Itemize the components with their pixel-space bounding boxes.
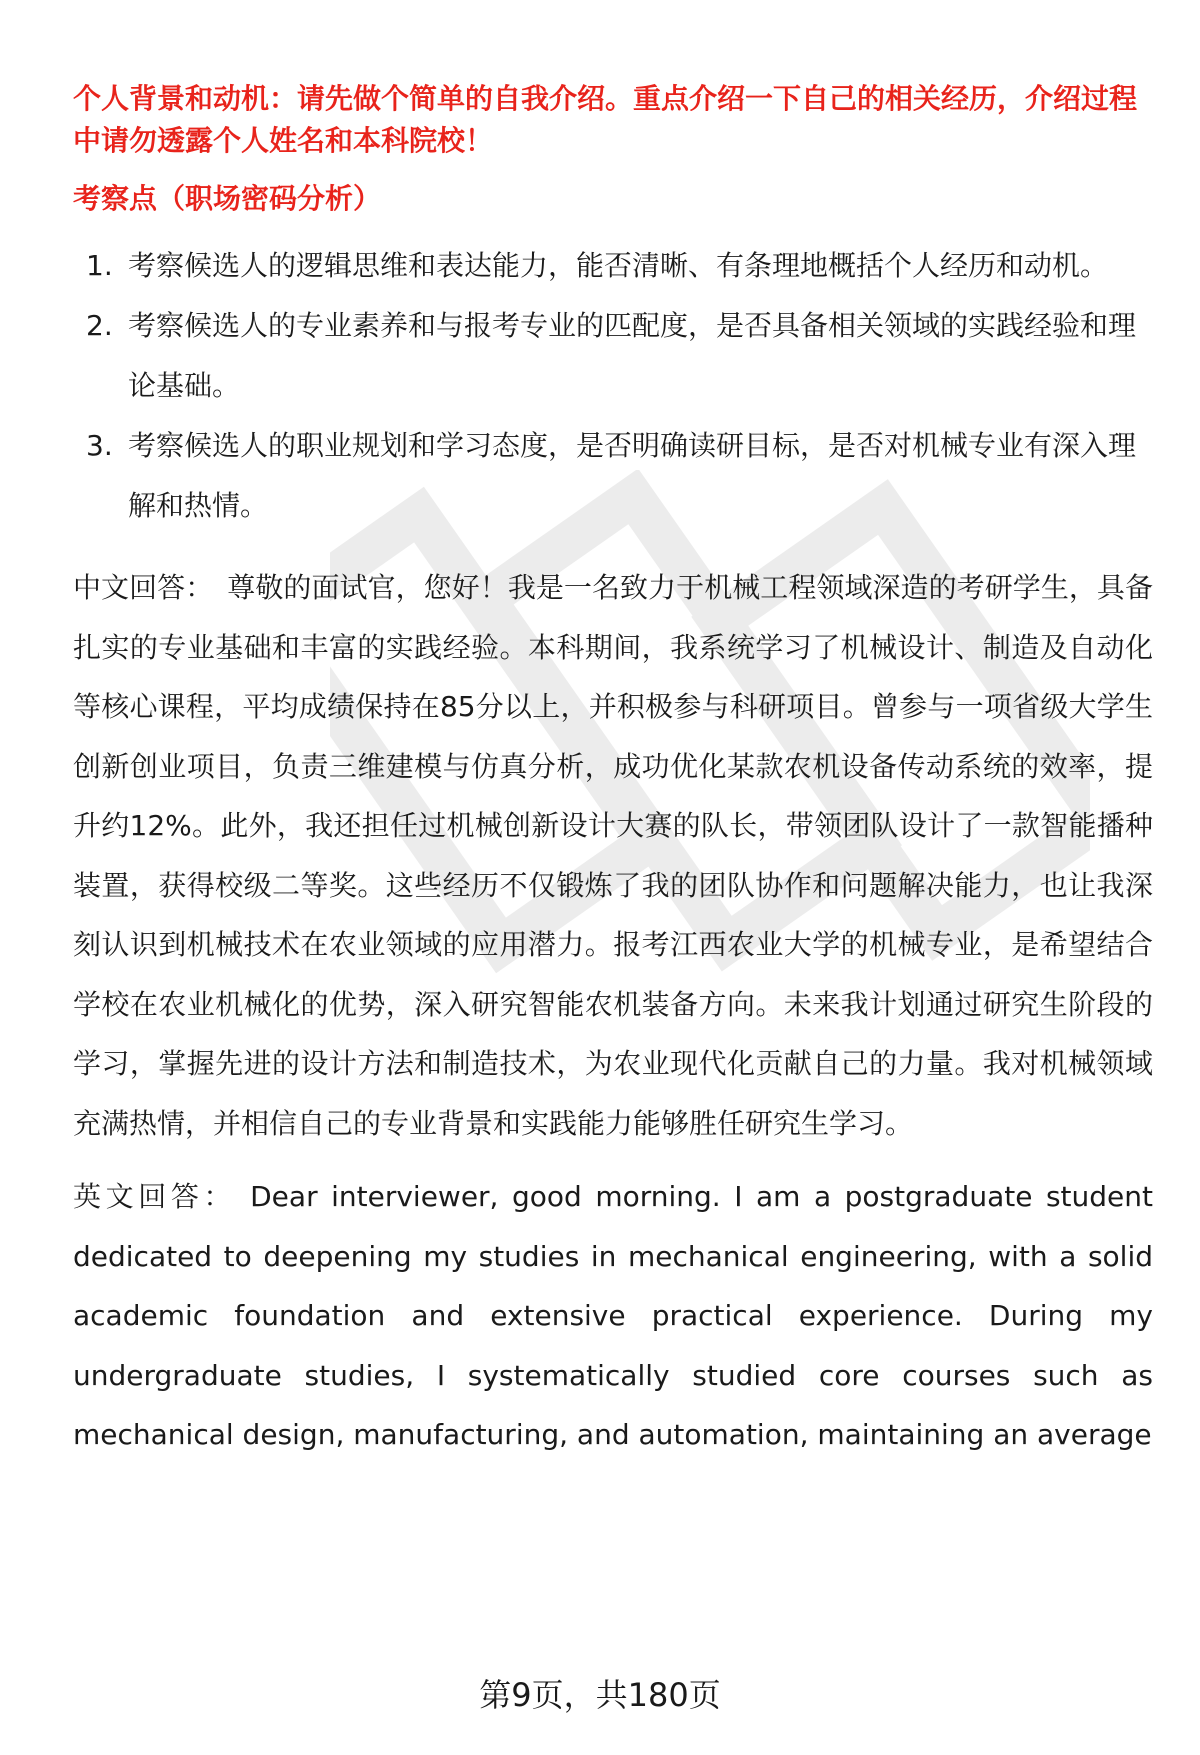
list-item-text: 考察候选人的逻辑思维和表达能力，能否清晰、有条理地概括个人经历和动机。 [128, 249, 1109, 282]
chinese-answer-label: 中文回答： [73, 571, 214, 604]
page-number-footer: 第9页，共180页 [479, 1676, 721, 1714]
english-answer-label: 英文回答： [73, 1180, 237, 1213]
list-item [73, 416, 1153, 536]
list-item-number: 1. [86, 249, 113, 282]
list-item-number: 3. [86, 429, 113, 462]
list-item [73, 296, 1153, 416]
list-item-text: 考察候选人的专业素养和与报考专业的匹配度，是否具备相关领域的实践经验和理论基础。 [128, 309, 1137, 402]
assessment-points-list [73, 236, 1153, 536]
english-answer-paragraph [73, 1167, 1153, 1465]
question-heading: 个人背景和动机：请先做个简单的自我介绍。重点介绍一下自己的相关经历，介绍过程中请勿透露个人姓名和本科院校！ [73, 82, 1138, 157]
list-item-text: 考察候选人的职业规划和学习态度，是否明确读研目标，是否对机械专业有深入理解和热情。 [128, 429, 1137, 522]
main-content [73, 78, 1153, 1479]
english-answer-text: Dear interviewer, good morning. I am a postgraduate student dedicated to deepening my studies in mechanical engineering, with a solid academic foundation and extensive practical experience. During my undergraduate studies, I systematically studied core courses such as mechanical design, manufacturing, and automation, maintaining an average [73, 1180, 1153, 1451]
chinese-answer-paragraph [73, 558, 1153, 1153]
list-item-number: 2. [86, 309, 113, 342]
chinese-answer-text: 尊敬的面试官，您好！我是一名致力于机械工程领域深造的考研学生，具备扎实的专业基础和丰富的实践经验。本科期间，我系统学习了机械设计、制造及自动化等核心课程，平均成绩保持在85分以上，并积极参与科研项目。曾参与一项省级大学生创新创业项目，负责三维建模与仿真分析，成功优化某款农机设备传动系统的效率，提升约12%。此外，我还担任过机械创新设计大赛的队长，带领团队设计了一款智能播种装置，获得校级二等奖。这些经历不仅锻炼了我的团队协作和问题解决能力，也让我深刻认识到机械技术在农业领域的应用潜力。报考江西农业大学的机械专业，是希望结合学校在农业机械化的优势，深入研究智能农机装备方向。未来我计划通过研究生阶段的学习，掌握先进的设计方法和制造技术，为农业现代化贡献自己的力量。我对机械领域充满热情，并相信自己的专业背景和实践能力能够胜任研究生学习。 [73, 571, 1153, 1140]
list-item [73, 236, 1153, 296]
section-title: 考察点（职场密码分析） [73, 182, 382, 215]
